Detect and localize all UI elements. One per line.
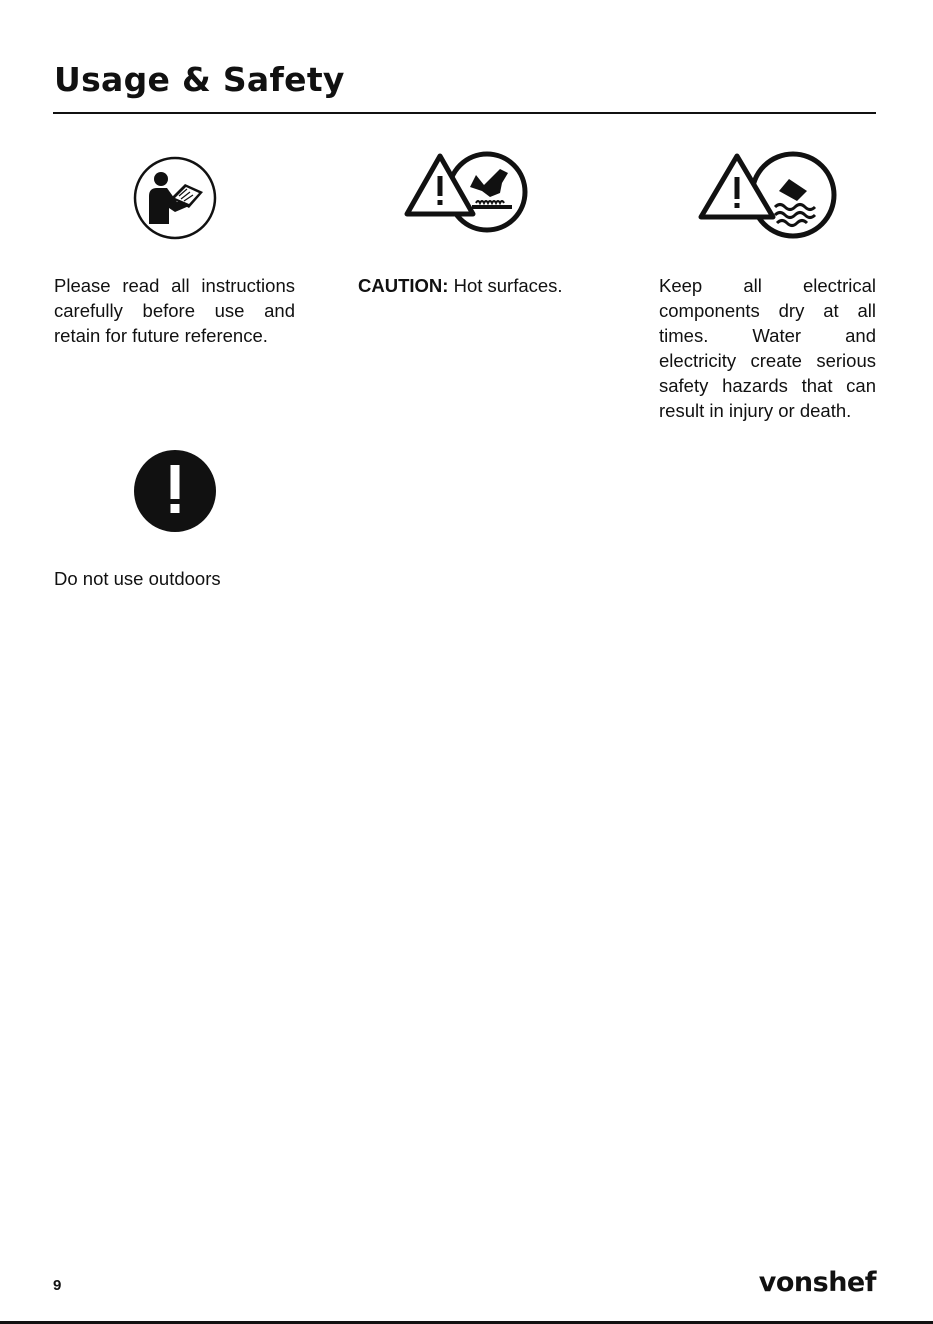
page-title: Usage & Safety [54,60,345,99]
outdoor-use-text: Do not use outdoors [54,568,221,589]
brand-logo: vonshef [758,1267,876,1298]
hot-surfaces-text: Hot surfaces. [453,275,563,296]
water-safety-text: Keep all electrical components dry at all times. Water and electricity create serious safety hazards that can result in injury or death. [659,275,876,421]
water-hazard-warning-icon [697,151,839,243]
exclamation-icon [133,449,217,533]
page-number: 9 [53,1277,62,1294]
title-divider [53,112,876,114]
caution-text [358,273,598,298]
instructions-text: Please read all instructions carefully before use and retain for future reference. [54,275,295,346]
caution-label: CAUTION: [358,275,449,296]
hot-surface-warning-icon [404,151,530,233]
read-manual-icon [133,156,217,240]
